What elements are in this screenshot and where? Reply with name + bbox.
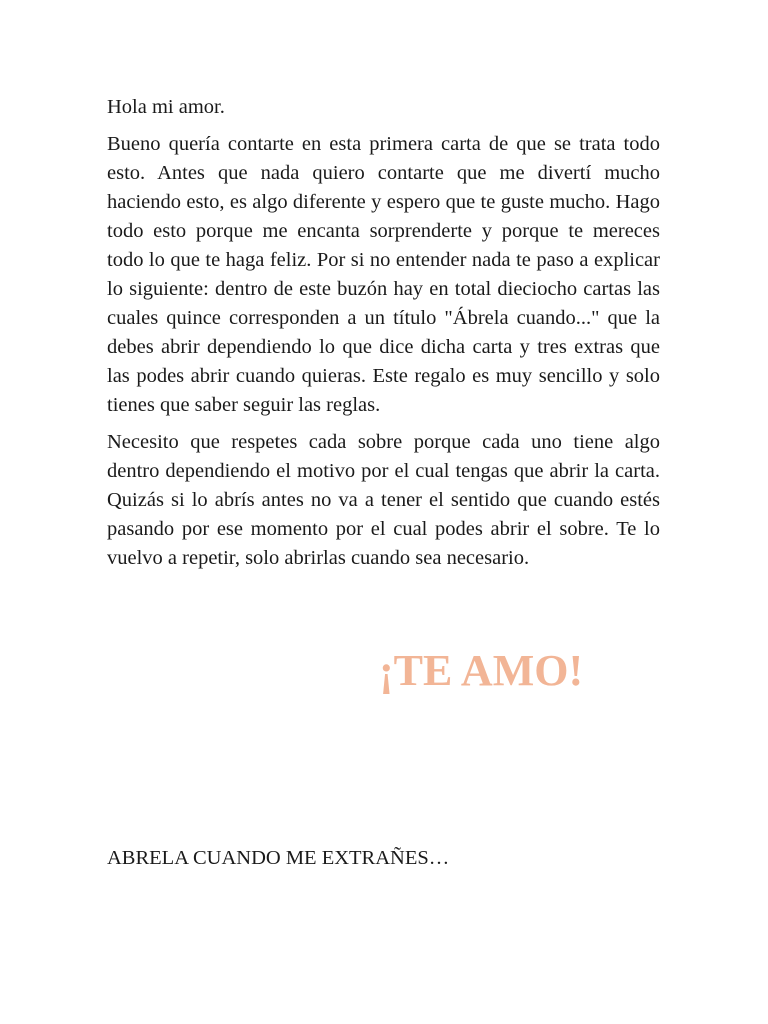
- next-letter-title: ABRELA CUANDO ME EXTRAÑES…: [107, 847, 450, 869]
- love-signoff: ¡TE AMO!: [379, 646, 584, 695]
- letter-body: [107, 93, 660, 581]
- letter-paragraph-1: Bueno quería contarte en esta primera carta de que se trata todo esto. Antes que nada quiero contarte que me divertí mucho haciendo esto, es algo diferente y espero que te guste mucho. Hago todo esto porque me encanta sorprenderte y porque te mereces todo lo que te haga feliz. Por si no entender nada te paso a explicar lo siguiente: dentro de este buzón hay en total dieciocho cartas las cuales quince corresponden a un título "Ábrela cuando..." que la debes abrir dependiendo lo que dice dicha carta y tres extras que las podes abrir cuando quieras. Este regalo es muy sencillo y solo tienes que saber seguir las reglas.: [107, 133, 660, 416]
- letter-greeting: Hola mi amor.: [107, 96, 225, 118]
- letter-paragraph-2: Necesito que respetes cada sobre porque cada uno tiene algo dentro dependiendo el motivo por el cual tengas que abrir la carta. Quizás si lo abrís antes no va a tener el sentido que cuando estés pasando por ese momento por el cual podes abrir el sobre. Te lo vuelvo a repetir, solo abrirlas cuando sea necesario.: [107, 431, 660, 569]
